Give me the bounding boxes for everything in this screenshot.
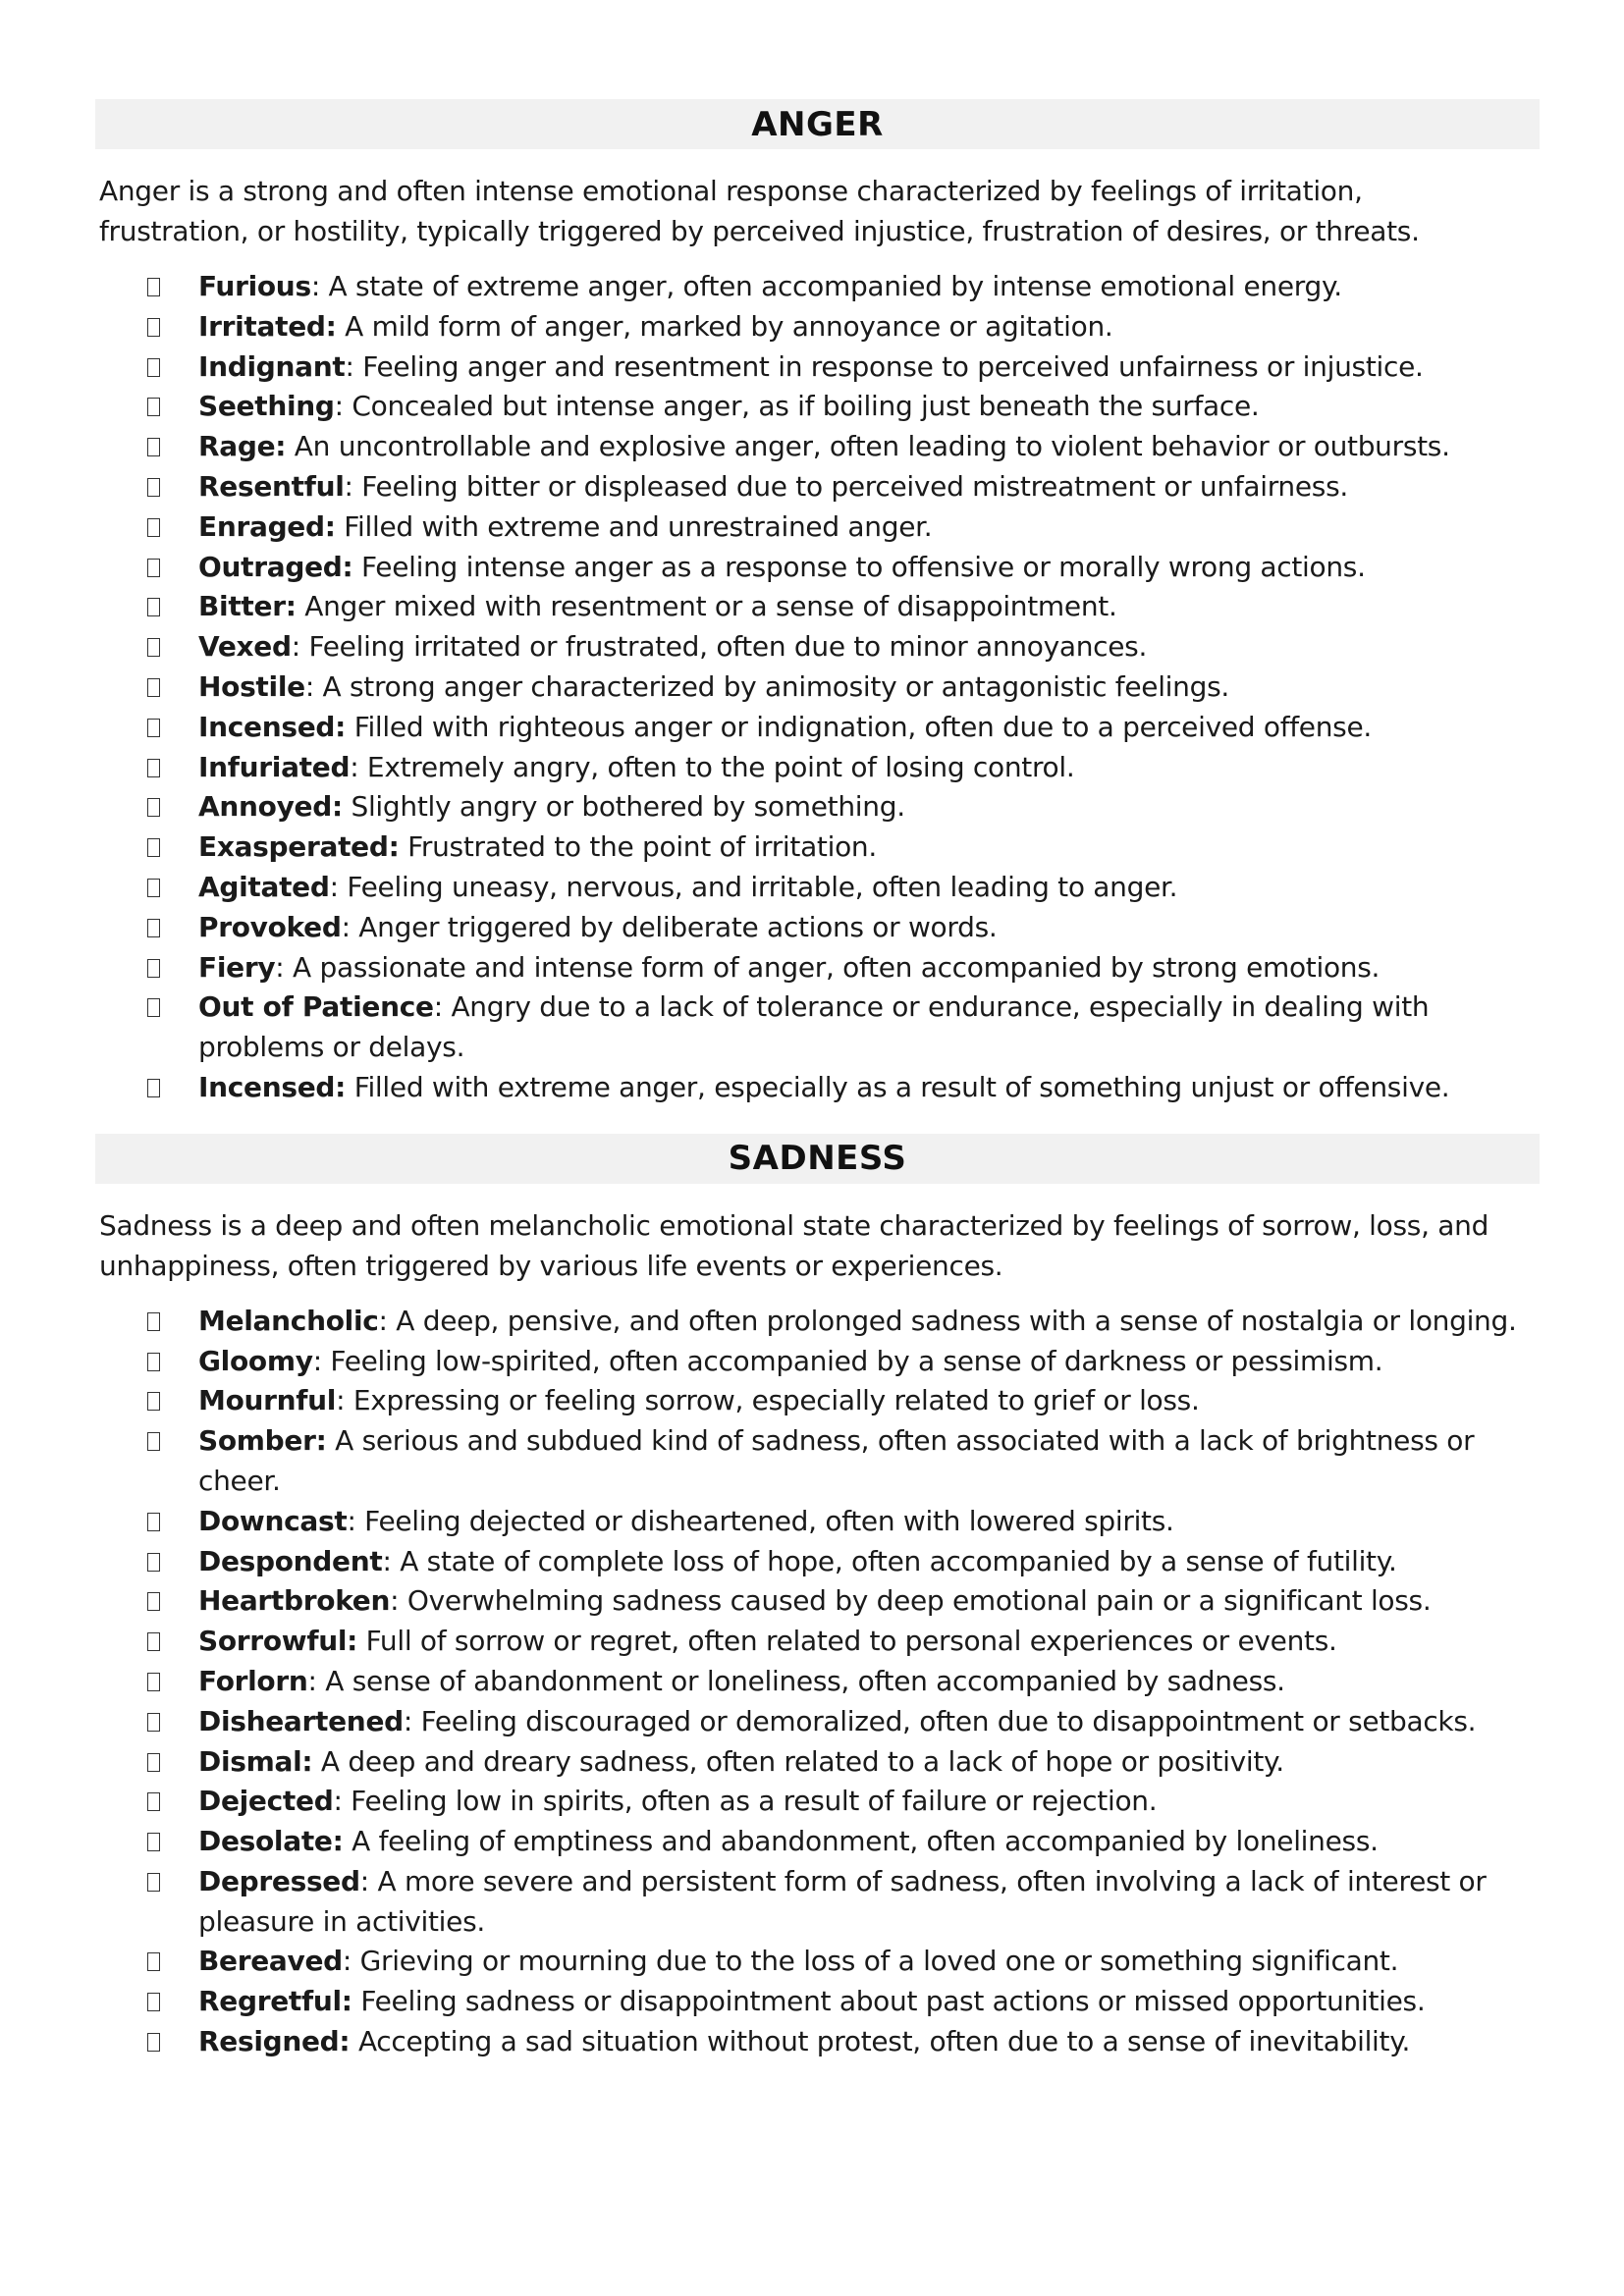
list-item <box>147 1068 1545 1108</box>
list-item <box>147 748 1545 788</box>
term-label: Resentful <box>198 469 345 503</box>
term-description: Filled with extreme and unrestrained anger. <box>344 509 933 543</box>
term-separator <box>346 711 354 743</box>
term-description: Anger mixed with resentment or a sense of disappointment. <box>304 590 1117 623</box>
term-description: Feeling intense anger as a response to offensive or morally wrong actions. <box>361 550 1366 583</box>
term-separator: : <box>304 669 323 703</box>
term-description: A strong anger characterized by animosity or antagonistic feelings. <box>322 669 1229 703</box>
checkbox-square-icon <box>147 838 160 857</box>
term-label: Gloomy <box>198 1344 313 1377</box>
checkbox-square-icon <box>147 798 160 817</box>
term-separator: : <box>333 1785 352 1818</box>
term-separator <box>350 2025 358 2057</box>
term-label: Mournful <box>198 1384 337 1417</box>
checkbox-square-icon <box>147 518 160 537</box>
term-description: Feeling bitter or displeased due to perceived mistreatment or unfairness. <box>361 469 1348 503</box>
list-item <box>147 1942 1545 1982</box>
checkbox-square-icon <box>147 1432 160 1451</box>
checkbox-square-icon <box>147 278 160 296</box>
checkbox-square-icon <box>147 1673 160 1691</box>
term-label: Exasperated: <box>198 830 400 864</box>
checkbox-square-icon <box>147 959 160 978</box>
list-item <box>147 1502 1545 1542</box>
term-label: Forlorn <box>198 1664 308 1697</box>
checkbox-square-icon <box>147 1713 160 1732</box>
term-separator: : <box>350 750 367 783</box>
term-label: Infuriated <box>198 750 351 783</box>
section-intro: Anger is a strong and often intense emotional response characterized by feelings of irritation, frustration, or hostility, typically triggered by perceived injustice, frustration of desires, or threats. <box>99 175 1420 247</box>
term-separator: : <box>334 390 352 423</box>
term-separator <box>337 310 346 343</box>
list-item <box>147 1822 1545 1862</box>
checkbox-square-icon <box>147 1592 160 1611</box>
list-item <box>147 347 1545 388</box>
checkbox-square-icon <box>147 438 160 456</box>
list-item <box>147 1742 1545 1783</box>
term-description: Accepting a sad situation without protest, often due to a sense of inevitability. <box>357 2025 1411 2058</box>
term-description: Feeling anger and resentment in response to perceived unfairness or injustice. <box>362 349 1424 383</box>
term-description: Anger triggered by deliberate actions or words. <box>358 910 998 943</box>
list-item <box>147 868 1545 908</box>
term-description: Expressing or feeling sorrow, especially related to grief or loss. <box>352 1384 1200 1417</box>
term-separator: : <box>433 990 452 1024</box>
term-separator: : <box>291 630 309 664</box>
list-item <box>147 1342 1545 1382</box>
list-item <box>147 307 1545 347</box>
list-item <box>147 467 1545 507</box>
term-separator: : <box>347 1504 365 1537</box>
term-description: A deep, pensive, and often prolonged sadness with a sense of nostalgia or longing. <box>396 1304 1517 1337</box>
term-label: Outraged: <box>198 550 353 583</box>
checkbox-square-icon <box>147 1632 160 1651</box>
term-label: Annoyed: <box>198 790 343 824</box>
term-label: Depressed <box>198 1864 360 1897</box>
term-label: Irritated: <box>198 309 337 343</box>
checkbox-square-icon <box>147 398 160 416</box>
term-separator: : <box>312 1344 331 1377</box>
term-separator: : <box>344 469 362 503</box>
term-list <box>0 1302 1545 2062</box>
checkbox-square-icon <box>147 678 160 697</box>
term-description: Frustrated to the point of irritation. <box>407 830 877 864</box>
term-separator: : <box>310 270 329 302</box>
term-description: Full of sorrow or regret, often related to personal experiences or events. <box>365 1625 1337 1658</box>
term-separator: : <box>390 1584 407 1618</box>
checkbox-square-icon <box>147 879 160 897</box>
term-description: Feeling low-spirited, often accompanied by a sense of darkness or pessimism. <box>330 1344 1383 1377</box>
checkbox-square-icon <box>147 559 160 577</box>
term-separator: : <box>359 1864 378 1897</box>
checkbox-square-icon <box>147 2033 160 2052</box>
checkbox-square-icon <box>147 1392 160 1411</box>
checkbox-square-icon <box>147 1873 160 1892</box>
term-description: A mild form of anger, marked by annoyance or agitation. <box>345 309 1113 343</box>
term-description: Slightly angry or bothered by something. <box>351 790 905 824</box>
term-label: Rage: <box>198 430 287 463</box>
term-separator: : <box>307 1664 326 1697</box>
checkbox-square-icon <box>147 1952 160 1971</box>
section-intro: Sadness is a deep and often melancholic emotional state characterized by feelings of sorrow, loss, and unhappiness, often triggered by various life events or experiences. <box>99 1208 1489 1282</box>
term-label: Fiery <box>198 950 276 984</box>
term-label: Despondent <box>198 1544 383 1577</box>
term-label: Disheartened <box>198 1704 404 1737</box>
term-description: Feeling dejected or disheartened, often with lowered spirits. <box>364 1504 1174 1537</box>
term-separator <box>400 830 408 863</box>
list-item <box>147 1381 1545 1421</box>
term-label: Dejected <box>198 1785 334 1818</box>
list-item <box>147 1581 1545 1622</box>
term-description: An uncontrollable and explosive anger, often leading to violent behavior or outbursts. <box>294 430 1450 463</box>
term-separator: : <box>275 950 294 984</box>
term-description: A more severe and persistent form of sadness, often involving a lack of interest or pleasure in activities. <box>198 1864 1487 1938</box>
checkbox-square-icon <box>147 1553 160 1572</box>
term-label: Out of Patience <box>198 990 434 1024</box>
term-description: Feeling low in spirits, often as a result of failure or rejection. <box>351 1785 1158 1818</box>
checkbox-square-icon <box>147 318 160 337</box>
list-item <box>147 387 1545 427</box>
term-label: Incensed: <box>198 1070 347 1103</box>
list-item <box>147 507 1545 548</box>
list-item <box>147 1782 1545 1822</box>
list-item <box>147 1702 1545 1742</box>
term-separator: : <box>403 1704 421 1737</box>
term-description: Extremely angry, often to the point of losing control. <box>366 750 1075 783</box>
list-item <box>147 267 1545 307</box>
list-item <box>147 548 1545 588</box>
term-description: Filled with extreme anger, especially as a result of something unjust or offensive. <box>353 1070 1450 1103</box>
term-separator <box>327 1424 336 1457</box>
list-item <box>147 988 1545 1068</box>
term-label: Provoked <box>198 910 342 943</box>
list-item <box>147 1542 1545 1582</box>
term-description: Overwhelming sadness caused by deep emotional pain or a significant loss. <box>406 1584 1432 1618</box>
list-item <box>147 587 1545 627</box>
term-separator <box>346 1071 354 1103</box>
term-label: Enraged: <box>198 509 336 543</box>
term-separator <box>286 430 295 462</box>
term-description: Grieving or mourning due to the loss of a loved one or something significant. <box>359 1945 1399 1978</box>
list-item <box>147 1862 1545 1943</box>
term-separator: : <box>336 1384 353 1417</box>
term-separator: : <box>378 1304 397 1337</box>
term-separator <box>357 1625 366 1657</box>
list-item <box>147 427 1545 467</box>
checkbox-square-icon <box>147 1513 160 1531</box>
term-label: Heartbroken <box>198 1584 391 1618</box>
checkbox-square-icon <box>147 638 160 657</box>
term-label: Hostile <box>198 669 305 703</box>
term-label: Sorrowful: <box>198 1625 358 1658</box>
section-anger <box>0 99 1624 1108</box>
term-separator <box>344 1825 352 1857</box>
list-item <box>147 1421 1545 1502</box>
term-description: Concealed but intense anger, as if boiling just beneath the surface. <box>352 390 1260 423</box>
term-description: A state of complete loss of hope, often accompanied by a sense of futility. <box>400 1544 1397 1577</box>
term-separator: : <box>341 910 359 943</box>
term-separator <box>352 551 361 583</box>
term-label: Seething <box>198 390 335 423</box>
list-item <box>147 1662 1545 1702</box>
term-separator: : <box>382 1544 401 1577</box>
list-item <box>147 2022 1545 2062</box>
checkbox-square-icon <box>147 598 160 616</box>
section-sadness <box>0 1134 1624 2062</box>
term-label: Incensed: <box>198 710 347 743</box>
term-description: Feeling sadness or disappointment about past actions or missed opportunities. <box>360 1985 1426 2018</box>
list-item <box>147 1302 1545 1342</box>
list-item <box>147 908 1545 948</box>
checkbox-square-icon <box>147 1833 160 1851</box>
term-description: Feeling discouraged or demoralized, often due to disappointment or setbacks. <box>420 1704 1477 1737</box>
list-item <box>147 708 1545 748</box>
term-description: A state of extreme anger, often accompanied by intense emotional energy. <box>328 270 1342 302</box>
term-description: A deep and dreary sadness, often related to a lack of hope or positivity. <box>320 1744 1284 1778</box>
term-description: A passionate and intense form of anger, often accompanied by strong emotions. <box>293 950 1380 984</box>
term-separator <box>297 590 305 622</box>
term-separator: : <box>329 870 348 903</box>
checkbox-square-icon <box>147 358 160 377</box>
term-separator <box>312 1745 321 1778</box>
list-item <box>147 627 1545 667</box>
term-description: Feeling irritated or frustrated, often due to minor annoyances. <box>308 630 1148 664</box>
section-title: ANGER <box>95 99 1540 149</box>
term-description: Angry due to a lack of tolerance or endurance, especially in dealing with problems or delays. <box>198 990 1430 1064</box>
list-item <box>147 1982 1545 2022</box>
term-label: Bitter: <box>198 590 297 623</box>
section-title: SADNESS <box>95 1134 1540 1184</box>
term-label: Agitated <box>198 870 330 903</box>
list-item <box>147 667 1545 708</box>
term-label: Furious <box>198 270 311 302</box>
checkbox-square-icon <box>147 1353 160 1371</box>
term-label: Dismal: <box>198 1744 313 1778</box>
term-separator: : <box>342 1945 360 1978</box>
checkbox-square-icon <box>147 998 160 1017</box>
term-label: Bereaved <box>198 1945 343 1978</box>
checkbox-square-icon <box>147 919 160 937</box>
checkbox-square-icon <box>147 1312 160 1331</box>
term-label: Regretful: <box>198 1985 352 2018</box>
checkbox-square-icon <box>147 1792 160 1811</box>
checkbox-square-icon <box>147 1079 160 1097</box>
term-label: Vexed <box>198 630 292 664</box>
checkbox-square-icon <box>147 478 160 497</box>
term-label: Downcast <box>198 1504 348 1537</box>
checkbox-square-icon <box>147 1753 160 1772</box>
term-label: Desolate: <box>198 1825 344 1858</box>
term-description: Feeling uneasy, nervous, and irritable, often leading to anger. <box>347 870 1178 903</box>
checkbox-square-icon <box>147 719 160 737</box>
term-description: Filled with righteous anger or indignation, often due to a perceived offense. <box>353 710 1372 743</box>
checkbox-square-icon <box>147 1993 160 2011</box>
term-description: A feeling of emptiness and abandonment, often accompanied by loneliness. <box>352 1825 1379 1858</box>
term-label: Resigned: <box>198 2025 351 2058</box>
list-item <box>147 828 1545 868</box>
term-description: A sense of abandonment or loneliness, often accompanied by sadness. <box>325 1664 1285 1697</box>
term-label: Indignant <box>198 349 346 383</box>
term-separator <box>336 510 345 543</box>
term-list <box>0 267 1545 1108</box>
list-item <box>147 1622 1545 1662</box>
term-separator: : <box>345 349 363 383</box>
term-label: Melancholic <box>198 1304 379 1337</box>
list-item <box>147 787 1545 828</box>
term-description: A serious and subdued kind of sadness, often associated with a lack of brightness or cheer. <box>198 1424 1475 1497</box>
list-item <box>147 948 1545 988</box>
term-label: Somber: <box>198 1424 327 1458</box>
checkbox-square-icon <box>147 759 160 777</box>
